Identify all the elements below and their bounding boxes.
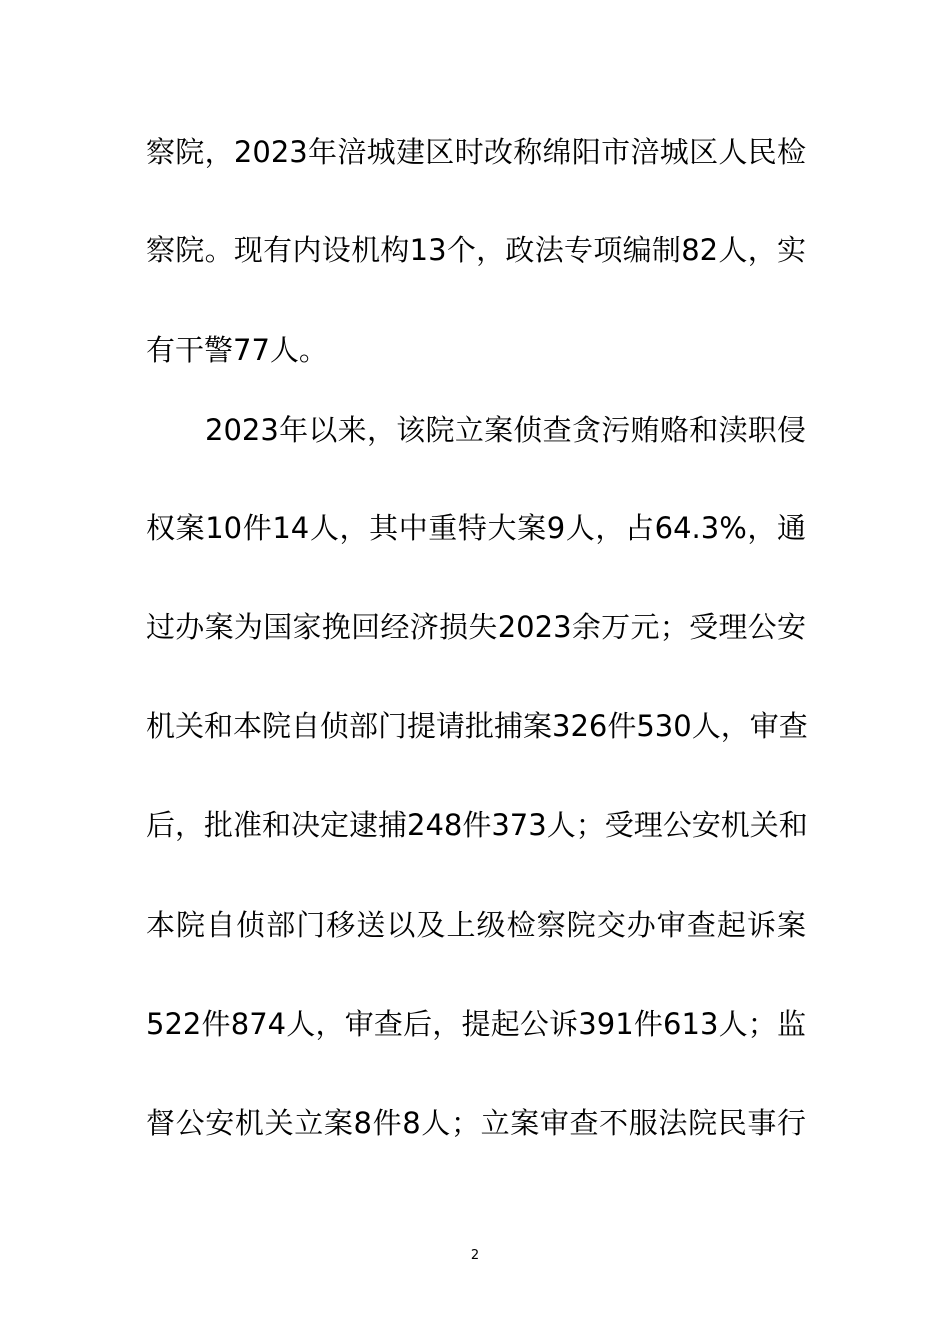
text-line-5: 权案10件14人，其中重特大案9人，占64.3%，通 xyxy=(146,511,806,545)
text-line-4: 2023年以来，该院立案侦查贪污贿赂和渎职侵 xyxy=(205,413,806,447)
text-line-9: 本院自侦部门移送以及上级检察院交办审查起诉案 xyxy=(146,908,806,942)
text-line-6: 过办案为国家挽回经济损失2023余万元；受理公安 xyxy=(146,610,806,644)
text-line-1: 察院，2023年涪城建区时改称绵阳市涪城区人民检 xyxy=(146,135,806,169)
page-number: 2 xyxy=(470,1248,480,1263)
text-line-10: 522件874人，审查后，提起公诉391件613人；监 xyxy=(146,1007,806,1041)
text-line-8: 后，批准和决定逮捕248件373人；受理公安机关和 xyxy=(146,808,808,842)
text-line-7: 机关和本院自侦部门提请批捕案326件530人，审查 xyxy=(146,709,808,743)
text-line-2: 察院。现有内设机构13个，政法专项编制82人，实 xyxy=(146,233,806,267)
text-line-11: 督公安机关立案8件8人；立案审查不服法院民事行 xyxy=(146,1106,806,1140)
text-line-3: 有干警77人。 xyxy=(146,333,328,367)
